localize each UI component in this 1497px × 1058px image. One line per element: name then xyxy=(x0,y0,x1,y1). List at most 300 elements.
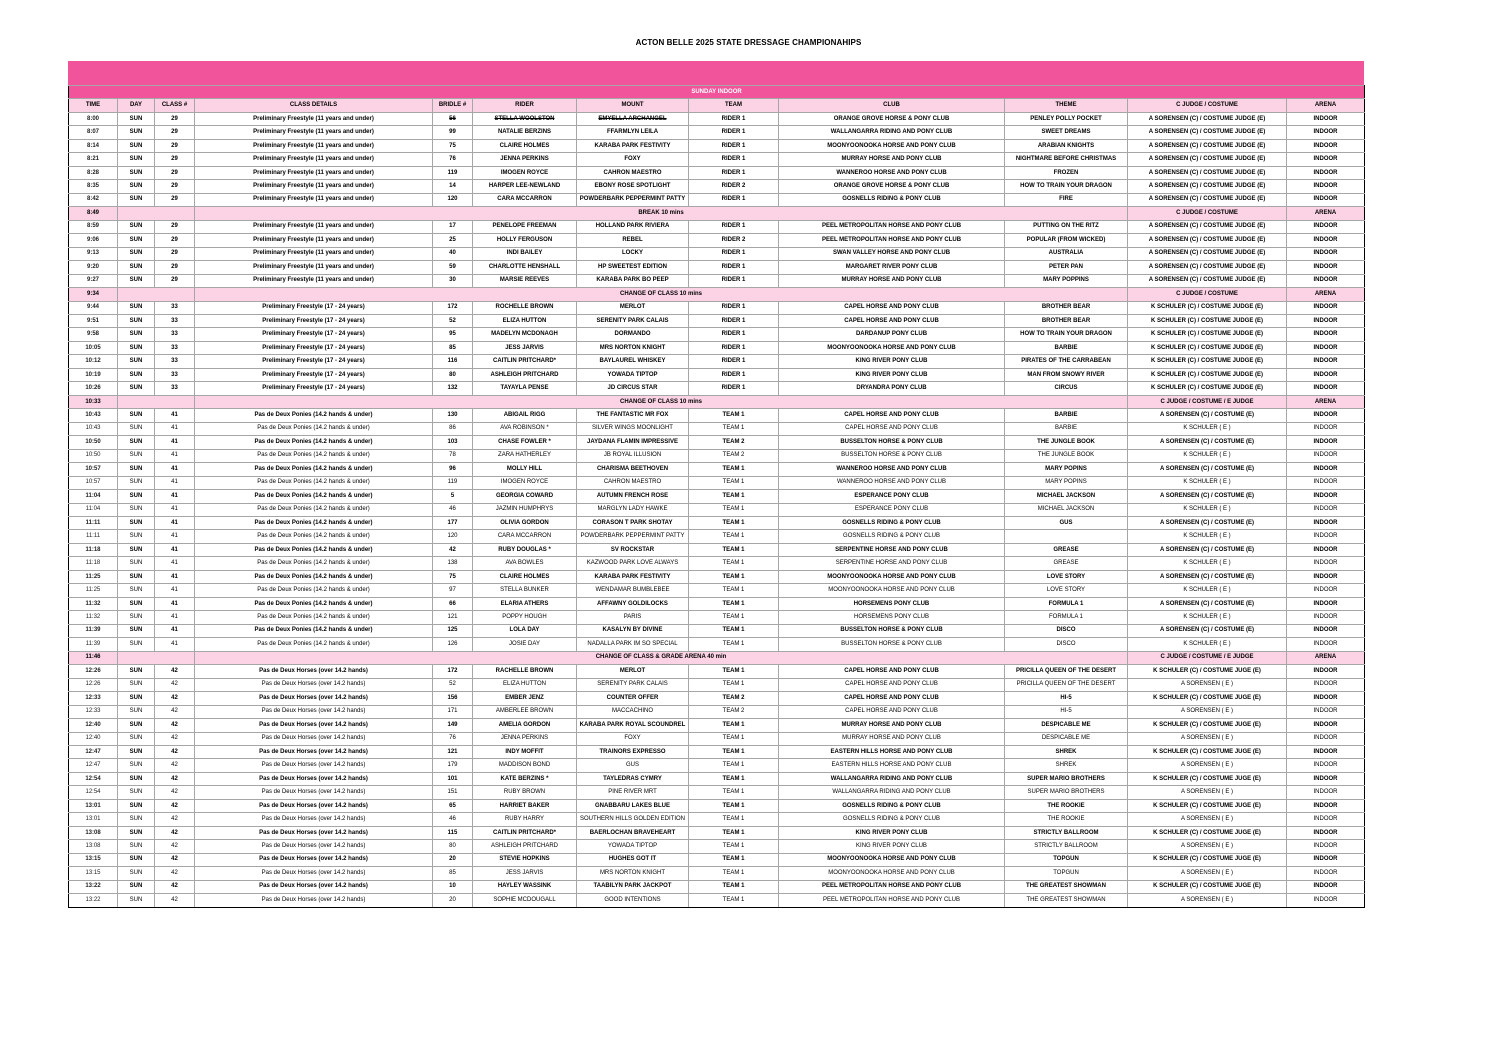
table-row xyxy=(69,234,1365,247)
table-row xyxy=(69,799,1365,812)
cell-arena: INDOOR xyxy=(1287,880,1365,893)
cell-bridle: 116 xyxy=(433,355,473,368)
cell-class: 29 xyxy=(155,220,195,233)
cell-rider: JOSIE DAY xyxy=(473,638,577,651)
cell-judge: K SCHULER (C) / COSTUME JUGE (E) xyxy=(1128,665,1287,678)
cell-team: RIDER 1 xyxy=(689,274,779,287)
cell-arena: INDOOR xyxy=(1287,759,1365,772)
break-row xyxy=(69,395,1365,408)
cell-time: 13:22 xyxy=(69,880,118,893)
cell-club: CAPEL HORSE AND PONY CLUB xyxy=(779,692,1005,705)
cell-team: TEAM 1 xyxy=(689,624,779,637)
table-row xyxy=(69,166,1365,179)
cell-club: WALLANGARRA RIDING AND PONY CLUB xyxy=(779,126,1005,139)
cell-theme: PIRATES OF THE CARRABEAN xyxy=(1005,355,1128,368)
cell-mount: YOWADA TIPTOP xyxy=(577,840,689,853)
cell-class: 33 xyxy=(155,355,195,368)
table-row xyxy=(69,301,1365,314)
cell-judge: K SCHULER ( E ) xyxy=(1128,557,1287,570)
cell-rider: POPPY HOUGH xyxy=(473,611,577,624)
cell-bridle: 76 xyxy=(433,732,473,745)
column-header-bridle: BRIDLE # xyxy=(433,99,473,112)
table-row xyxy=(69,894,1365,907)
cell-rider: JENNA PERKINS xyxy=(473,732,577,745)
table-row xyxy=(69,355,1365,368)
cell-club: HORSEMENS PONY CLUB xyxy=(779,597,1005,610)
table-row xyxy=(69,840,1365,853)
cell-bridle: 95 xyxy=(433,328,473,341)
cell-judge: K SCHULER (C) / COSTUME JUDGE (E) xyxy=(1128,301,1287,314)
cell-rider: ROCHELLE BROWN xyxy=(473,301,577,314)
table-row xyxy=(69,705,1365,718)
cell-theme: LOVE STORY xyxy=(1005,570,1128,583)
cell-bridle: 172 xyxy=(433,301,473,314)
cell-club: CAPEL HORSE AND PONY CLUB xyxy=(779,301,1005,314)
cell-club: SERPENTINE HORSE AND PONY CLUB xyxy=(779,557,1005,570)
cell-day: SUN xyxy=(118,517,155,530)
cell-class-details: Pas de Deux Ponies (14.2 hands & under) xyxy=(195,584,433,597)
cell-rider: RUBY HARRY xyxy=(473,813,577,826)
cell-time: 10:50 xyxy=(69,436,118,449)
table-row xyxy=(69,543,1365,556)
cell-club: CAPEL HORSE AND PONY CLUB xyxy=(779,409,1005,422)
cell-mount: KARABA PARK FESTIVITY xyxy=(577,570,689,583)
cell-bridle: 179 xyxy=(433,759,473,772)
cell-class-details: Pas de Deux Horses (over 14.2 hands) xyxy=(195,853,433,866)
cell-mount: AFFAWNY GOLDILOCKS xyxy=(577,597,689,610)
cell-club: MURRAY HORSE AND PONY CLUB xyxy=(779,274,1005,287)
cell-mount: LOCKY xyxy=(577,247,689,260)
cell-time: 11:04 xyxy=(69,503,118,516)
cell-club: GOSNELLS RIDING & PONY CLUB xyxy=(779,530,1005,543)
cell-time: 8:21 xyxy=(69,153,118,166)
cell-team: TEAM 1 xyxy=(689,517,779,530)
cell-time: 12:40 xyxy=(69,732,118,745)
cell-class: 41 xyxy=(155,624,195,637)
cell-time: 12:54 xyxy=(69,786,118,799)
cell-team: RIDER 2 xyxy=(689,180,779,193)
cell-arena: INDOOR xyxy=(1287,180,1365,193)
cell-class: 42 xyxy=(155,867,195,880)
cell-mount: MARGLYN LADY HAWKE xyxy=(577,503,689,516)
cell-bridle: 5 xyxy=(433,490,473,503)
cell-club: WANNEROO HORSE AND PONY CLUB xyxy=(779,476,1005,489)
cell-rider: SOPHIE MCDOUGALL xyxy=(473,894,577,907)
cell-team: RIDER 2 xyxy=(689,234,779,247)
cell-arena: INDOOR xyxy=(1287,745,1365,758)
cell-class-details: Pas de Deux Ponies (14.2 hands & under) xyxy=(195,557,433,570)
cell-team: TEAM 1 xyxy=(689,745,779,758)
cell-class-details: Preliminary Freestyle (11 years and under) xyxy=(195,274,433,287)
cell-class: 33 xyxy=(155,368,195,381)
cell-bridle: 65 xyxy=(433,799,473,812)
cell-day: SUN xyxy=(118,166,155,179)
table-row xyxy=(69,193,1365,206)
cell-theme: BARBIE xyxy=(1005,409,1128,422)
cell-arena: INDOOR xyxy=(1287,543,1365,556)
cell-class: 42 xyxy=(155,840,195,853)
cell-rider: HAYLEY WASSINK xyxy=(473,880,577,893)
cell-rider: CHARLOTTE HENSHALL xyxy=(473,261,577,274)
cell-time: 11:11 xyxy=(69,517,118,530)
cell-mount: BAYLAUREL WHISKEY xyxy=(577,355,689,368)
cell-mount: EMYELLA ARCHANGEL xyxy=(577,112,689,125)
cell-club: PEEL METROPOLITAN HORSE AND PONY CLUB xyxy=(779,880,1005,893)
cell-club: ORANGE GROVE HORSE & PONY CLUB xyxy=(779,112,1005,125)
cell-judge: A SORENSEN (C) / COSTUME JUDGE (E) xyxy=(1128,180,1287,193)
cell-club: CAPEL HORSE AND PONY CLUB xyxy=(779,314,1005,327)
cell-arena: INDOOR xyxy=(1287,314,1365,327)
cell-bridle: 25 xyxy=(433,234,473,247)
cell-class: 41 xyxy=(155,476,195,489)
cell-rider: TAYAYLA PENSE xyxy=(473,382,577,395)
cell-judge: K SCHULER ( E ) xyxy=(1128,584,1287,597)
cell-mount: SILVER WINGS MOONLIGHT xyxy=(577,422,689,435)
cell-theme: ARABIAN KNIGHTS xyxy=(1005,139,1128,152)
cell-bridle: 103 xyxy=(433,436,473,449)
cell-judge: A SORENSEN (C) / COSTUME JUDGE (E) xyxy=(1128,166,1287,179)
cell-class-details: Pas de Deux Ponies (14.2 hands & under) xyxy=(195,530,433,543)
cell-arena: INDOOR xyxy=(1287,274,1365,287)
cell-judge: K SCHULER (C) / COSTUME JUGE (E) xyxy=(1128,880,1287,893)
cell-class: 42 xyxy=(155,894,195,907)
cell-class: 33 xyxy=(155,314,195,327)
cell-day: SUN xyxy=(118,732,155,745)
cell-rider: CLAIRE HOLMES xyxy=(473,139,577,152)
cell-theme: THE JUNGLE BOOK xyxy=(1005,436,1128,449)
cell-class: 29 xyxy=(155,234,195,247)
column-header-judge: C JUDGE / COSTUME xyxy=(1128,99,1287,112)
cell-arena: INDOOR xyxy=(1287,503,1365,516)
cell-theme: STRICTLY BALLROOM xyxy=(1005,840,1128,853)
cell-class-details: Pas de Deux Ponies (14.2 hands & under) xyxy=(195,436,433,449)
cell-time: 11:11 xyxy=(69,530,118,543)
cell-club: GOSNELLS RIDING & PONY CLUB xyxy=(779,799,1005,812)
cell-time: 12:54 xyxy=(69,772,118,785)
cell-class-details: Pas de Deux Ponies (14.2 hands & under) xyxy=(195,570,433,583)
column-header-class-details: CLASS DETAILS xyxy=(195,99,433,112)
break-label: CHANGE OF CLASS 10 mins xyxy=(195,395,1128,408)
cell-rider: ELIZA HUTTON xyxy=(473,314,577,327)
cell-team: TEAM 1 xyxy=(689,799,779,812)
cell-class: 41 xyxy=(155,570,195,583)
cell-arena: INDOOR xyxy=(1287,112,1365,125)
cell-class: 41 xyxy=(155,422,195,435)
cell-rider: AVA ROBINSON * xyxy=(473,422,577,435)
cell-rider: AMBERLEE BROWN xyxy=(473,705,577,718)
cell-arena: INDOOR xyxy=(1287,692,1365,705)
cell-time: 13:08 xyxy=(69,840,118,853)
table-row xyxy=(69,813,1365,826)
cell-team: RIDER 1 xyxy=(689,314,779,327)
cell-day: SUN xyxy=(118,692,155,705)
cell-club: EASTERN HILLS HORSE AND PONY CLUB xyxy=(779,759,1005,772)
cell-class: 29 xyxy=(155,153,195,166)
cell-bridle: 80 xyxy=(433,840,473,853)
cell-time: 11:18 xyxy=(69,557,118,570)
cell-mount: JD CIRCUS STAR xyxy=(577,382,689,395)
cell-class-details: Pas de Deux Ponies (14.2 hands & under) xyxy=(195,624,433,637)
cell-club: PEEL METROPOLITAN HORSE AND PONY CLUB xyxy=(779,220,1005,233)
cell-rider: RUBY DOUGLAS * xyxy=(473,543,577,556)
cell-judge: K SCHULER (C) / COSTUME JUGE (E) xyxy=(1128,772,1287,785)
cell-day: SUN xyxy=(118,112,155,125)
cell-club: MURRAY HORSE AND PONY CLUB xyxy=(779,153,1005,166)
cell-class: 41 xyxy=(155,436,195,449)
cell-day: SUN xyxy=(118,234,155,247)
break-row xyxy=(69,207,1365,220)
cell-class: 41 xyxy=(155,597,195,610)
cell-class-details: Pas de Deux Horses (over 14.2 hands) xyxy=(195,705,433,718)
cell-bridle: 85 xyxy=(433,867,473,880)
cell-club: MOONYOONOOKA HORSE AND PONY CLUB xyxy=(779,341,1005,354)
cell-theme: DISCO xyxy=(1005,624,1128,637)
cell-day: SUN xyxy=(118,368,155,381)
cell-day: SUN xyxy=(118,139,155,152)
cell-mount: POWDERBARK PEPPERMINT PATTY xyxy=(577,193,689,206)
cell-theme: FORMULA 1 xyxy=(1005,597,1128,610)
cell-theme: THE ROOKIE xyxy=(1005,799,1128,812)
cell-class-details: Pas de Deux Horses (over 14.2 hands) xyxy=(195,813,433,826)
cell-arena: INDOOR xyxy=(1287,476,1365,489)
cell-mount: TAYLEDRAS CYMRY xyxy=(577,772,689,785)
cell-class: 41 xyxy=(155,449,195,462)
table-row xyxy=(69,449,1365,462)
cell-club: MOONYOONOOKA HORSE AND PONY CLUB xyxy=(779,867,1005,880)
cell-time: 11:04 xyxy=(69,490,118,503)
cell-arena: INDOOR xyxy=(1287,517,1365,530)
cell-class-details: Preliminary Freestyle (11 years and under) xyxy=(195,193,433,206)
cell-theme: DISCO xyxy=(1005,638,1128,651)
cell-class: 42 xyxy=(155,745,195,758)
cell-day: SUN xyxy=(118,463,155,476)
cell-class-details: Preliminary Freestyle (17 - 24 years) xyxy=(195,382,433,395)
cell-bridle: 75 xyxy=(433,570,473,583)
cell-arena: INDOOR xyxy=(1287,220,1365,233)
cell-club: WALLANGARRA RIDING AND PONY CLUB xyxy=(779,786,1005,799)
cell-bridle: 52 xyxy=(433,678,473,691)
cell-mount: EBONY ROSE SPOTLIGHT xyxy=(577,180,689,193)
cell-class: 33 xyxy=(155,341,195,354)
cell-class-details: Preliminary Freestyle (11 years and under) xyxy=(195,234,433,247)
cell-bridle: 151 xyxy=(433,786,473,799)
cell-time: 12:40 xyxy=(69,719,118,732)
cell-club: CAPEL HORSE AND PONY CLUB xyxy=(779,705,1005,718)
cell-arena: INDOOR xyxy=(1287,449,1365,462)
cell-rider: HARPER LEE-NEWLAND xyxy=(473,180,577,193)
cell-class-details: Preliminary Freestyle (11 years and under) xyxy=(195,112,433,125)
cell-judge: A SORENSEN (C) / COSTUME (E) xyxy=(1128,409,1287,422)
cell-class: 41 xyxy=(155,490,195,503)
cell-bridle: 42 xyxy=(433,543,473,556)
cell-day: SUN xyxy=(118,220,155,233)
cell-judge: A SORENSEN (C) / COSTUME JUDGE (E) xyxy=(1128,261,1287,274)
cell-judge: K SCHULER ( E ) xyxy=(1128,476,1287,489)
cell-day: SUN xyxy=(118,813,155,826)
cell-rider: ELARIA ATHERS xyxy=(473,597,577,610)
cell-class: 42 xyxy=(155,665,195,678)
cell-judge: A SORENSEN (C) / COSTUME JUDGE (E) xyxy=(1128,193,1287,206)
cell-time: 8:14 xyxy=(69,139,118,152)
cell-day: SUN xyxy=(118,678,155,691)
cell-bridle: 97 xyxy=(433,584,473,597)
column-header-club: CLUB xyxy=(779,99,1005,112)
cell-day: SUN xyxy=(118,476,155,489)
cell-bridle: 17 xyxy=(433,220,473,233)
cell-day: SUN xyxy=(118,570,155,583)
table-row xyxy=(69,678,1365,691)
cell-club: PEEL METROPOLITAN HORSE AND PONY CLUB xyxy=(779,894,1005,907)
cell-bridle: 171 xyxy=(433,705,473,718)
cell-theme: BROTHER BEAR xyxy=(1005,301,1128,314)
cell-rider: INDY MOFFIT xyxy=(473,745,577,758)
cell-rider: STEVIE HOPKINS xyxy=(473,853,577,866)
cell-day: SUN xyxy=(118,867,155,880)
cell-club: BUSSELTON HORSE & PONY CLUB xyxy=(779,638,1005,651)
cell-team: TEAM 1 xyxy=(689,422,779,435)
cell-judge: A SORENSEN (C) / COSTUME JUDGE (E) xyxy=(1128,139,1287,152)
cell-team: TEAM 2 xyxy=(689,692,779,705)
table-row xyxy=(69,328,1365,341)
cell-day: SUN xyxy=(118,314,155,327)
cell-bridle: 20 xyxy=(433,853,473,866)
cell-class-details: Preliminary Freestyle (11 years and under) xyxy=(195,166,433,179)
cell-rider: ZARA HATHERLEY xyxy=(473,449,577,462)
cell-club: MOONYOONOOKA HORSE AND PONY CLUB xyxy=(779,853,1005,866)
cell-class-details: Pas de Deux Ponies (14.2 hands & under) xyxy=(195,449,433,462)
cell-arena: INDOOR xyxy=(1287,732,1365,745)
table-row xyxy=(69,570,1365,583)
cell-bridle: 78 xyxy=(433,449,473,462)
cell-arena: INDOOR xyxy=(1287,799,1365,812)
cell-rider: KATE BERZINS * xyxy=(473,772,577,785)
cell-class-details: Preliminary Freestyle (11 years and under) xyxy=(195,153,433,166)
cell-class-details: Pas de Deux Horses (over 14.2 hands) xyxy=(195,719,433,732)
cell-mount: PINE RIVER MRT xyxy=(577,786,689,799)
cell-arena: INDOOR xyxy=(1287,490,1365,503)
cell-arena: INDOOR xyxy=(1287,867,1365,880)
cell-day: SUN xyxy=(118,772,155,785)
cell-time: 12:47 xyxy=(69,759,118,772)
cell-team: TEAM 1 xyxy=(689,813,779,826)
cell-time: 8:42 xyxy=(69,193,118,206)
cell-mount: HOLLAND PARK RIVIERA xyxy=(577,220,689,233)
cell-theme: SHREK xyxy=(1005,745,1128,758)
cell-bridle: 120 xyxy=(433,193,473,206)
table-row xyxy=(69,314,1365,327)
table-row xyxy=(69,853,1365,866)
cell-class-details: Pas de Deux Ponies (14.2 hands & under) xyxy=(195,597,433,610)
cell-team: TEAM 1 xyxy=(689,826,779,839)
cell-team: RIDER 1 xyxy=(689,368,779,381)
cell-arena: INDOOR xyxy=(1287,193,1365,206)
cell-arena: INDOOR xyxy=(1287,840,1365,853)
cell-mount: YOWADA TIPTOP xyxy=(577,368,689,381)
cell-class: 41 xyxy=(155,530,195,543)
cell-judge: K SCHULER (C) / COSTUME JUGE (E) xyxy=(1128,826,1287,839)
cell-class: 29 xyxy=(155,112,195,125)
cell-team: TEAM 1 xyxy=(689,570,779,583)
cell-mount: TAABILYN PARK JACKPOT xyxy=(577,880,689,893)
cell-time: 9:44 xyxy=(69,301,118,314)
cell-team: RIDER 1 xyxy=(689,261,779,274)
cell-club: KING RIVER PONY CLUB xyxy=(779,355,1005,368)
cell-class: 42 xyxy=(155,813,195,826)
table-row xyxy=(69,638,1365,651)
cell-rider: MADDISON BOND xyxy=(473,759,577,772)
cell-team: TEAM 1 xyxy=(689,611,779,624)
cell-rider: CARA MCCARRON xyxy=(473,193,577,206)
cell-time: 13:15 xyxy=(69,867,118,880)
cell-judge: A SORENSEN (C) / COSTUME (E) xyxy=(1128,597,1287,610)
cell-mount: KAZWOOD PARK LOVE ALWAYS xyxy=(577,557,689,570)
cell-team: RIDER 1 xyxy=(689,355,779,368)
cell-team: TEAM 1 xyxy=(689,530,779,543)
cell-class: 33 xyxy=(155,328,195,341)
cell-judge: A SORENSEN (C) / COSTUME (E) xyxy=(1128,463,1287,476)
cell-class: 41 xyxy=(155,409,195,422)
column-header-row xyxy=(69,99,1365,112)
cell-judge: A SORENSEN ( E ) xyxy=(1128,840,1287,853)
cell-rider: EMBER JENZ xyxy=(473,692,577,705)
cell-class-details: Pas de Deux Horses (over 14.2 hands) xyxy=(195,772,433,785)
break-judge-header: C JUDGE / COSTUME / E JUDGE xyxy=(1128,395,1287,408)
cell-theme: SHREK xyxy=(1005,759,1128,772)
cell-arena: INDOOR xyxy=(1287,570,1365,583)
cell-judge: K SCHULER ( E ) xyxy=(1128,611,1287,624)
cell-theme: POPULAR (FROM WICKED) xyxy=(1005,234,1128,247)
cell-theme: GUS xyxy=(1005,517,1128,530)
cell-class: 42 xyxy=(155,853,195,866)
cell-arena: INDOOR xyxy=(1287,638,1365,651)
cell-arena: INDOOR xyxy=(1287,166,1365,179)
schedule-sheet xyxy=(68,61,1364,908)
break-time: 8:49 xyxy=(69,207,118,220)
cell-club: BUSSELTON HORSE & PONY CLUB xyxy=(779,624,1005,637)
break-spacer xyxy=(118,288,195,301)
cell-arena: INDOOR xyxy=(1287,678,1365,691)
cell-class-details: Pas de Deux Ponies (14.2 hands & under) xyxy=(195,476,433,489)
cell-club: ESPERANCE PONY CLUB xyxy=(779,490,1005,503)
cell-judge: A SORENSEN (C) / COSTUME JUDGE (E) xyxy=(1128,234,1287,247)
cell-class: 42 xyxy=(155,786,195,799)
cell-class: 29 xyxy=(155,193,195,206)
cell-class: 29 xyxy=(155,180,195,193)
break-time: 9:34 xyxy=(69,288,118,301)
cell-mount: HUGHES GOT IT xyxy=(577,853,689,866)
cell-time: 11:39 xyxy=(69,638,118,651)
table-row xyxy=(69,180,1365,193)
cell-rider: JAZMIN HUMPHRYS xyxy=(473,503,577,516)
cell-bridle: 56 xyxy=(433,112,473,125)
cell-mount: POWDERBARK PEPPERMINT PATTY xyxy=(577,530,689,543)
cell-bridle: 80 xyxy=(433,368,473,381)
table-row xyxy=(69,463,1365,476)
table-row xyxy=(69,436,1365,449)
table-row xyxy=(69,126,1365,139)
table-row xyxy=(69,732,1365,745)
cell-mount: AUTUMN FRENCH ROSE xyxy=(577,490,689,503)
cell-class: 41 xyxy=(155,463,195,476)
cell-theme: MARY POPPINS xyxy=(1005,274,1128,287)
cell-judge: K SCHULER ( E ) xyxy=(1128,422,1287,435)
cell-theme: HI-5 xyxy=(1005,692,1128,705)
cell-day: SUN xyxy=(118,382,155,395)
cell-club: WANNEROO HORSE AND PONY CLUB xyxy=(779,463,1005,476)
cell-class: 41 xyxy=(155,584,195,597)
break-judge-header: C JUDGE / COSTUME xyxy=(1128,207,1287,220)
cell-mount: CORASON T PARK SHOTAY xyxy=(577,517,689,530)
